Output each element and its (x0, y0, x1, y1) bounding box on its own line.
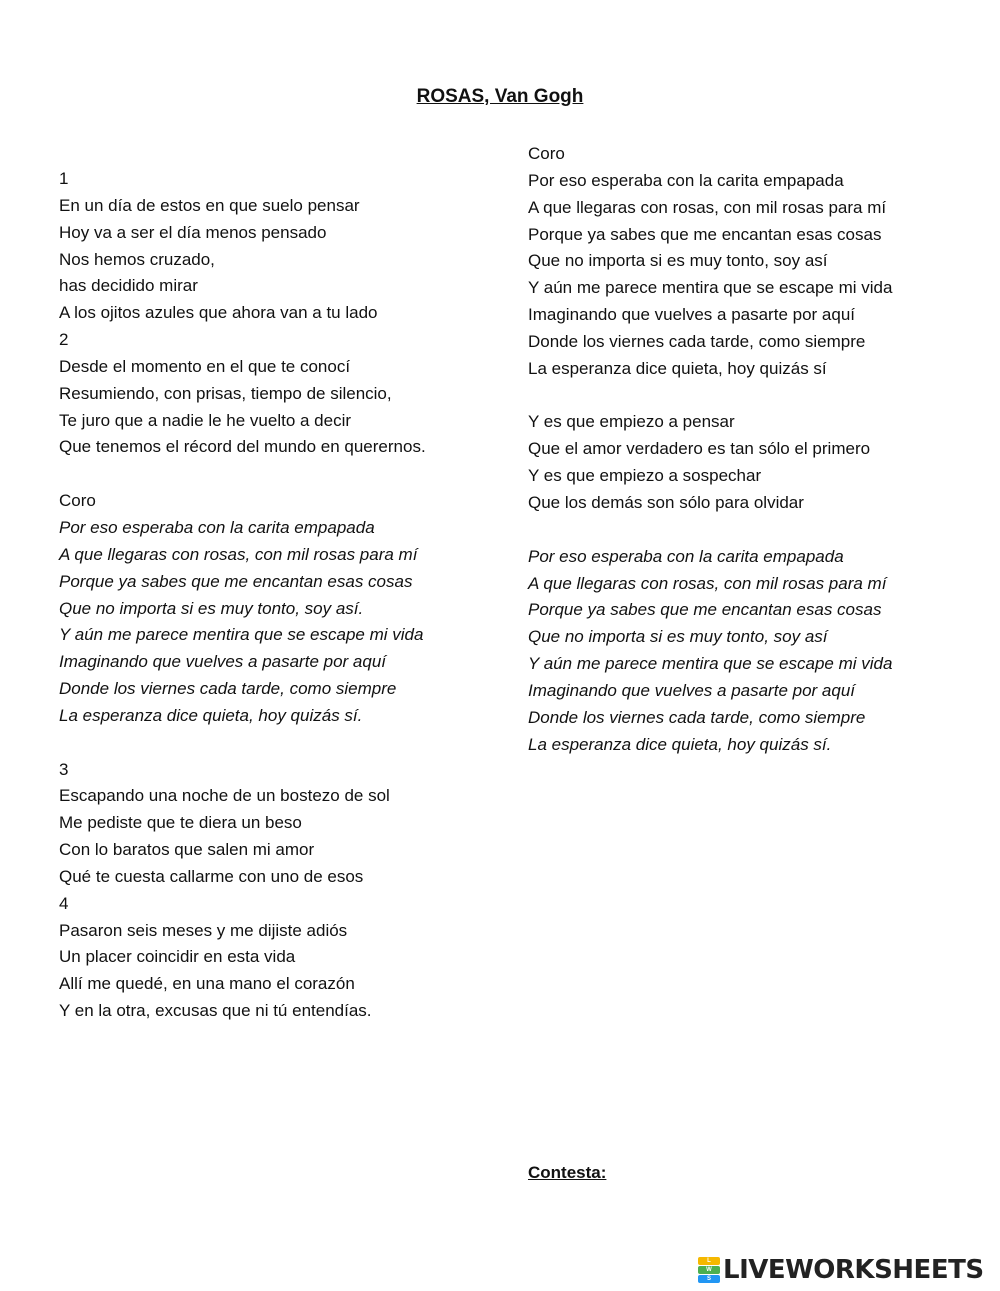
lyric-line: Que no importa si es muy tonto, soy así. (59, 598, 364, 618)
lyric-line: Que no importa si es muy tonto, soy así (528, 627, 828, 647)
lyric-line: Coro (59, 491, 96, 511)
lyric-line: Y aún me parece mentira que se escape mi vida (528, 654, 893, 674)
lyric-line: Te juro que a nadie le he vuelto a decir (59, 410, 352, 430)
lyric-line: La esperanza dice quieta, hoy quizás sí. (528, 734, 832, 754)
logo-mark-s: S (698, 1275, 720, 1283)
lyric-line: En un día de estos en que suelo pensar (59, 195, 360, 215)
blank-line (528, 383, 968, 410)
logo-mark-l: L (698, 1257, 720, 1265)
lyric-line: Me pediste que te diera un beso (59, 813, 302, 833)
lyric-line: Porque ya sabes que me encantan esas cosas (59, 571, 413, 591)
lyric-line: Escapando una noche de un bostezo de sol (59, 786, 390, 806)
lyric-line: La esperanza dice quieta, hoy quizás sí (528, 358, 827, 378)
lyric-line: Donde los viernes cada tarde, como siempre (528, 331, 866, 351)
lyric-line: Por eso esperaba con la carita empapada (528, 170, 844, 190)
lyric-line: Y aún me parece mentira que se escape mi vida (528, 278, 893, 298)
lyric-line: A los ojitos azules que ahora van a tu lado (59, 303, 378, 323)
blank-line (59, 730, 499, 757)
lyric-line: Que el amor verdadero es tan sólo el primero (528, 439, 871, 459)
lyric-line: Donde los viernes cada tarde, como siempre (59, 679, 397, 699)
lyric-line: Pasaron seis meses y me dijiste adiós (59, 920, 348, 940)
lyric-line: 2 (59, 330, 69, 350)
lyric-line: Y aún me parece mentira que se escape mi vida (59, 625, 424, 645)
logo-mark-w: W (698, 1266, 720, 1274)
lyric-line: Porque ya sabes que me encantan esas cosas (528, 600, 882, 620)
lyric-line: Qué te cuesta callarme con uno de esos (59, 866, 364, 886)
lyric-line: Imaginando que vuelves a pasarte por aquí (59, 652, 387, 672)
lyric-line: Resumiendo, con prisas, tiempo de silencio, (59, 383, 392, 403)
lyric-line: has decidido mirar (59, 276, 198, 296)
lyric-line: Un placer coincidir en esta vida (59, 947, 296, 967)
lyric-line: A que llegaras con rosas, con mil rosas para mí (528, 573, 887, 593)
lyric-line: Que tenemos el récord del mundo en querernos. (59, 437, 426, 457)
lyric-line: Nos hemos cruzado, (59, 249, 215, 269)
lyric-line: Porque ya sabes que me encantan esas cosas (528, 224, 882, 244)
contesta-heading: Contesta: (528, 1163, 607, 1182)
lyric-line: Desde el momento en el que te conocí (59, 356, 351, 376)
lyrics-right-column (528, 141, 968, 758)
lyric-line: Imaginando que vuelves a pasarte por aquí (528, 680, 856, 700)
logo-mark-icon (698, 1257, 720, 1283)
lyric-line: Y es que empiezo a sospechar (528, 466, 762, 486)
lyric-line: Hoy va a ser el día menos pensado (59, 222, 327, 242)
lyric-line: Que los demás son sólo para olvidar (528, 492, 804, 512)
lyric-line: Imaginando que vuelves a pasarte por aquí (528, 305, 856, 325)
lyric-line: Que no importa si es muy tonto, soy así (528, 251, 828, 271)
lyric-line: 1 (59, 169, 69, 188)
page-title: ROSAS, Van Gogh (416, 86, 584, 107)
lyric-line: La esperanza dice quieta, hoy quizás sí. (59, 705, 363, 725)
logo-text: LIVEWORKSHEETS (723, 1255, 984, 1285)
lyric-line: A que llegaras con rosas, con mil rosas para mí (528, 197, 887, 217)
blank-line (528, 517, 968, 544)
lyric-line: Donde los viernes cada tarde, como siempre (528, 707, 866, 727)
lyric-line: Y en la otra, excusas que ni tú entendías. (59, 1001, 372, 1021)
liveworksheets-logo (698, 1256, 984, 1284)
lyric-line: 3 (59, 759, 69, 779)
lyric-line: 4 (59, 893, 69, 913)
lyric-line: A que llegaras con rosas, con mil rosas para mí (59, 544, 418, 564)
lyric-line: Coro (528, 144, 565, 163)
lyric-line: Y es que empiezo a pensar (528, 412, 735, 432)
lyric-line: Por eso esperaba con la carita empapada (59, 517, 375, 537)
blank-line (59, 461, 499, 488)
lyrics-left-column (59, 166, 499, 1025)
lyric-line: Allí me quedé, en una mano el corazón (59, 974, 355, 994)
lyric-line: Con lo baratos que salen mi amor (59, 840, 315, 860)
lyric-line: Por eso esperaba con la carita empapada (528, 546, 844, 566)
